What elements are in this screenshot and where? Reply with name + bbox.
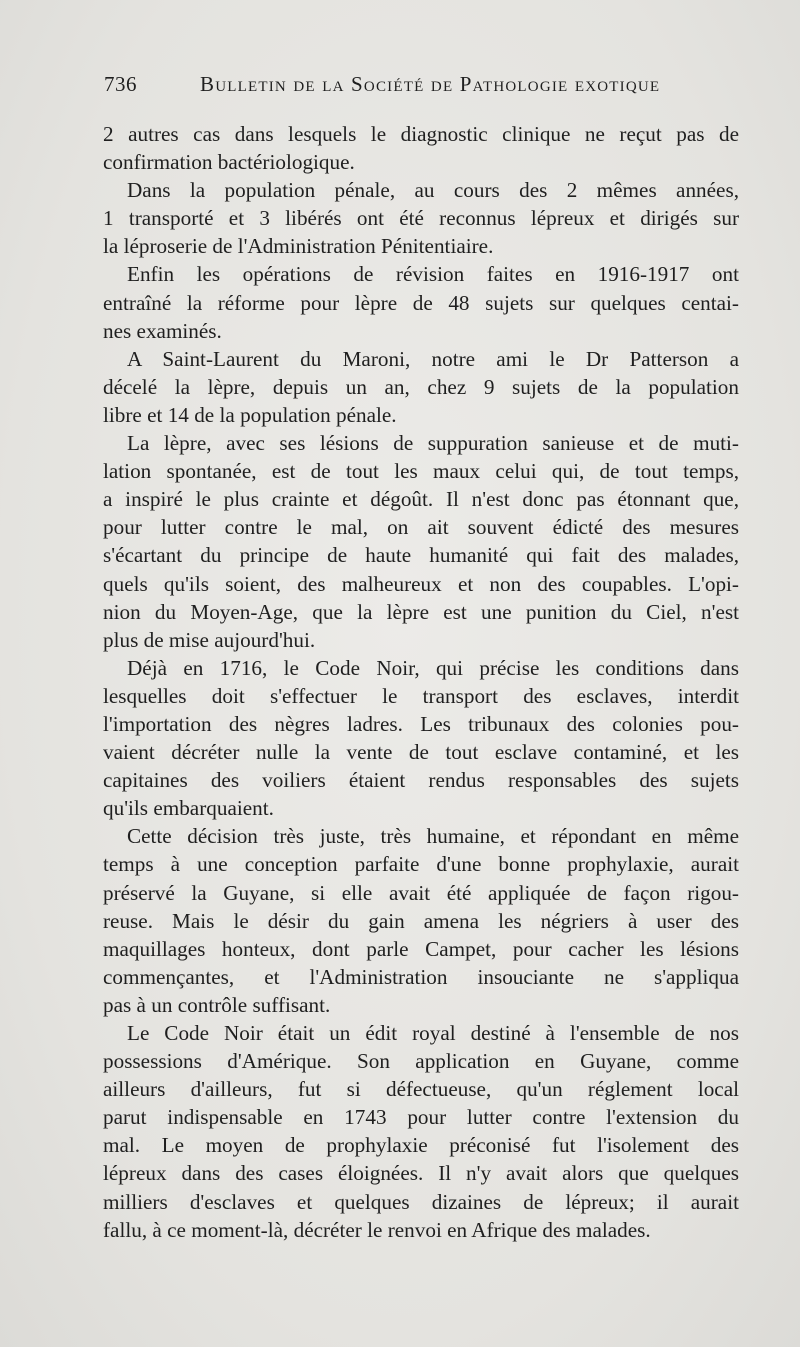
text-line: temps à une conception parfaite d'une bonne prophylaxie, aurait [103, 852, 739, 877]
paragraph [103, 345, 739, 429]
text-line: La lèpre, avec ses lésions de suppuration sanieuse et de muti- [127, 431, 739, 456]
text-line: vaient décréter nulle la vente de tout esclave contaminé, et les [103, 740, 739, 765]
text-line: l'importation des nègres ladres. Les tribunaux des colonies pou- [103, 711, 739, 736]
text-line: nes examinés. [103, 318, 222, 343]
running-header [104, 72, 744, 97]
page-number: 736 [104, 72, 137, 96]
text-line: Cette décision très juste, très humaine, et répondant en même [127, 824, 739, 849]
paragraph [103, 120, 739, 176]
text-line: nion du Moyen-Age, que la lèpre est une punition du Ciel, n'est [103, 599, 739, 624]
paragraph [103, 429, 739, 654]
text-line: reuse. Mais le désir du gain amena les négriers à user des [103, 908, 739, 933]
text-line: lépreux dans des cases éloignées. Il n'y avait alors que quelques [103, 1161, 739, 1186]
running-title: Bulletin de la Société de Pathologie exotique [200, 72, 661, 96]
text-line: décelé la lèpre, depuis un an, chez 9 sujets de la population [103, 374, 739, 399]
paragraph [103, 822, 739, 1019]
text-line: Le Code Noir était un édit royal destiné à l'ensemble de nos [127, 1021, 739, 1045]
text-line: qu'ils embarquaient. [103, 796, 274, 821]
text-line: ailleurs d'ailleurs, fut si défectueuse, qu'un réglement local [103, 1077, 739, 1102]
text-line: 1 transporté et 3 libérés ont été reconnus lépreux et dirigés sur [103, 206, 739, 231]
text-line: préservé la Guyane, si elle avait été appliquée de façon rigou- [103, 880, 739, 905]
text-line: Déjà en 1716, le Code Noir, qui précise les conditions dans [127, 655, 739, 680]
text-line: a inspiré le plus crainte et dégoût. Il n'est donc pas étonnant que, [103, 487, 739, 512]
text-line: capitaines des voiliers étaient rendus responsables des sujets [103, 768, 739, 793]
paragraph [103, 654, 739, 823]
text-line: possessions d'Amérique. Son application en Guyane, comme [103, 1049, 739, 1074]
text-line: lesquelles doit s'effectuer le transport des esclaves, interdit [103, 683, 739, 708]
body-text [103, 120, 739, 1244]
text-line: Enfin les opérations de révision faites en 1916-1917 ont [127, 262, 739, 287]
text-line: quels qu'ils soient, des malheureux et non des coupables. L'opi- [103, 571, 739, 596]
text-line: pour lutter contre le mal, on ait souvent édicté des mesures [103, 515, 739, 540]
text-line: 2 autres cas dans lesquels le diagnostic clinique ne reçut pas de [103, 122, 739, 146]
text-line: milliers d'esclaves et quelques dizaines de lépreux; il aurait [103, 1189, 739, 1214]
text-line: confirmation bactériologique. [103, 150, 355, 175]
text-line: la léproserie de l'Administration Pénitentiaire. [103, 234, 494, 259]
paragraph [103, 260, 739, 344]
text-line: s'écartant du principe de haute humanité qui fait des malades, [103, 543, 739, 568]
text-line: libre et 14 de la population pénale. [103, 402, 397, 427]
text-line: commençantes, et l'Administration insouciante ne s'appliqua [103, 964, 739, 989]
text-line: A Saint-Laurent du Maroni, notre ami le Dr Patterson a [127, 346, 739, 371]
text-line: parut indispensable en 1743 pour lutter contre l'extension du [103, 1105, 739, 1130]
text-line: lation spontanée, est de tout les maux celui qui, de tout temps, [103, 459, 739, 484]
paragraph [103, 1019, 739, 1244]
text-line: mal. Le moyen de prophylaxie préconisé fut l'isolement des [103, 1133, 739, 1158]
paragraph [103, 176, 739, 260]
text-line: fallu, à ce moment-là, décréter le renvoi en Afrique des malades. [103, 1217, 651, 1242]
text-line: Dans la population pénale, au cours des 2 mêmes années, [127, 178, 739, 203]
text-line: plus de mise aujourd'hui. [103, 627, 316, 652]
text-line: pas à un contrôle suffisant. [103, 992, 331, 1017]
text-line: entraîné la réforme pour lèpre de 48 sujets sur quelques centai- [103, 290, 739, 315]
text-line: maquillages honteux, dont parle Campet, pour cacher les lésions [103, 936, 739, 961]
